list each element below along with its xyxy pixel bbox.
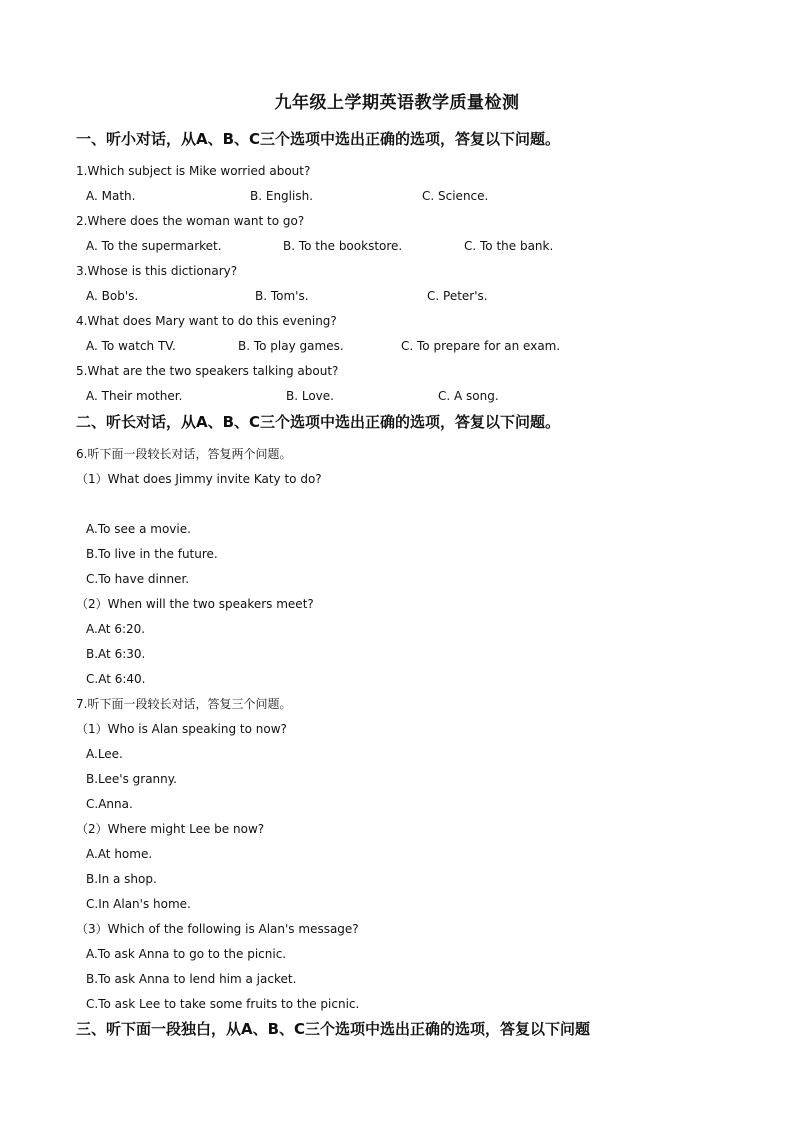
question-7-sub-3-option-b: B.To ask Anna to lend him a jacket.: [86, 972, 297, 986]
option-a: A. Bob's.: [86, 289, 139, 303]
question-6-sub-2-option-a: A.At 6:20.: [86, 622, 146, 636]
option-c: C. To prepare for an exam.: [401, 339, 561, 353]
question-7-sub-2-option-c: C.In Alan's home.: [86, 897, 191, 911]
question-7-sub-2-option-a: A.At home.: [86, 847, 153, 861]
question-7-sub-3: （3）Which of the following is Alan's message?: [76, 922, 359, 936]
question-6-sub-1-option-b: B.To live in the future.: [86, 547, 218, 561]
option-c: C. Science.: [422, 189, 489, 203]
question-7-sub-3-option-c: C.To ask Lee to take some fruits to the picnic.: [86, 997, 360, 1011]
question-6-sub-1: （1）What does Jimmy invite Katy to do?: [76, 472, 322, 486]
option-b: B. To the bookstore.: [283, 239, 403, 253]
question-6-sub-2-option-b: B.At 6:30.: [86, 647, 146, 661]
option-c: C. A song.: [438, 389, 499, 403]
question-7-sub-1-option-b: B.Lee's granny.: [86, 772, 177, 786]
question-6-intro: 6.听下面一段较长对话，答复两个问题。: [76, 447, 292, 461]
option-c: C. To the bank.: [464, 239, 554, 253]
option-b: B. Tom's.: [255, 289, 309, 303]
question-7-sub-3-option-a: A.To ask Anna to go to the picnic.: [86, 947, 287, 961]
page-title: 九年级上学期英语教学质量检测: [274, 93, 520, 113]
section-2-heading: 二、听长对话，从A、B、C三个选项中选出正确的选项，答复以下问题。: [76, 413, 561, 431]
option-c: C. Peter's.: [427, 289, 488, 303]
question-6-sub-1-option-a: A.To see a movie.: [86, 522, 191, 536]
option-a: A. To the supermarket.: [86, 239, 222, 253]
question-7-sub-2: （2）Where might Lee be now?: [76, 822, 265, 836]
section-3-heading: 三、听下面一段独白，从A、B、C三个选项中选出正确的选项，答复以下问题: [76, 1020, 591, 1038]
question-7-intro: 7.听下面一段较长对话，答复三个问题。: [76, 697, 292, 711]
question-7-sub-1: （1）Who is Alan speaking to now?: [76, 722, 287, 736]
option-b: B. Love.: [286, 389, 334, 403]
question-4: 4.What does Mary want to do this evening?: [76, 314, 337, 328]
question-6-sub-1-option-c: C.To have dinner.: [86, 572, 190, 586]
section-1-heading: 一、听小对话，从A、B、C三个选项中选出正确的选项，答复以下问题。: [76, 130, 561, 148]
option-a: A. Their mother.: [86, 389, 183, 403]
question-5: 5.What are the two speakers talking about?: [76, 364, 339, 378]
question-7-sub-1-option-c: C.Anna.: [86, 797, 133, 811]
question-1: 1.Which subject is Mike worried about?: [76, 164, 311, 178]
question-7-sub-1-option-a: A.Lee.: [86, 747, 123, 761]
option-a: A. Math.: [86, 189, 136, 203]
question-2: 2.Where does the woman want to go?: [76, 214, 305, 228]
option-b: B. To play games.: [238, 339, 344, 353]
question-6-sub-2: （2）When will the two speakers meet?: [76, 597, 314, 611]
question-7-sub-2-option-b: B.In a shop.: [86, 872, 157, 886]
question-6-sub-2-option-c: C.At 6:40.: [86, 672, 146, 686]
option-a: A. To watch TV.: [86, 339, 176, 353]
question-3: 3.Whose is this dictionary?: [76, 264, 238, 278]
option-b: B. English.: [250, 189, 314, 203]
